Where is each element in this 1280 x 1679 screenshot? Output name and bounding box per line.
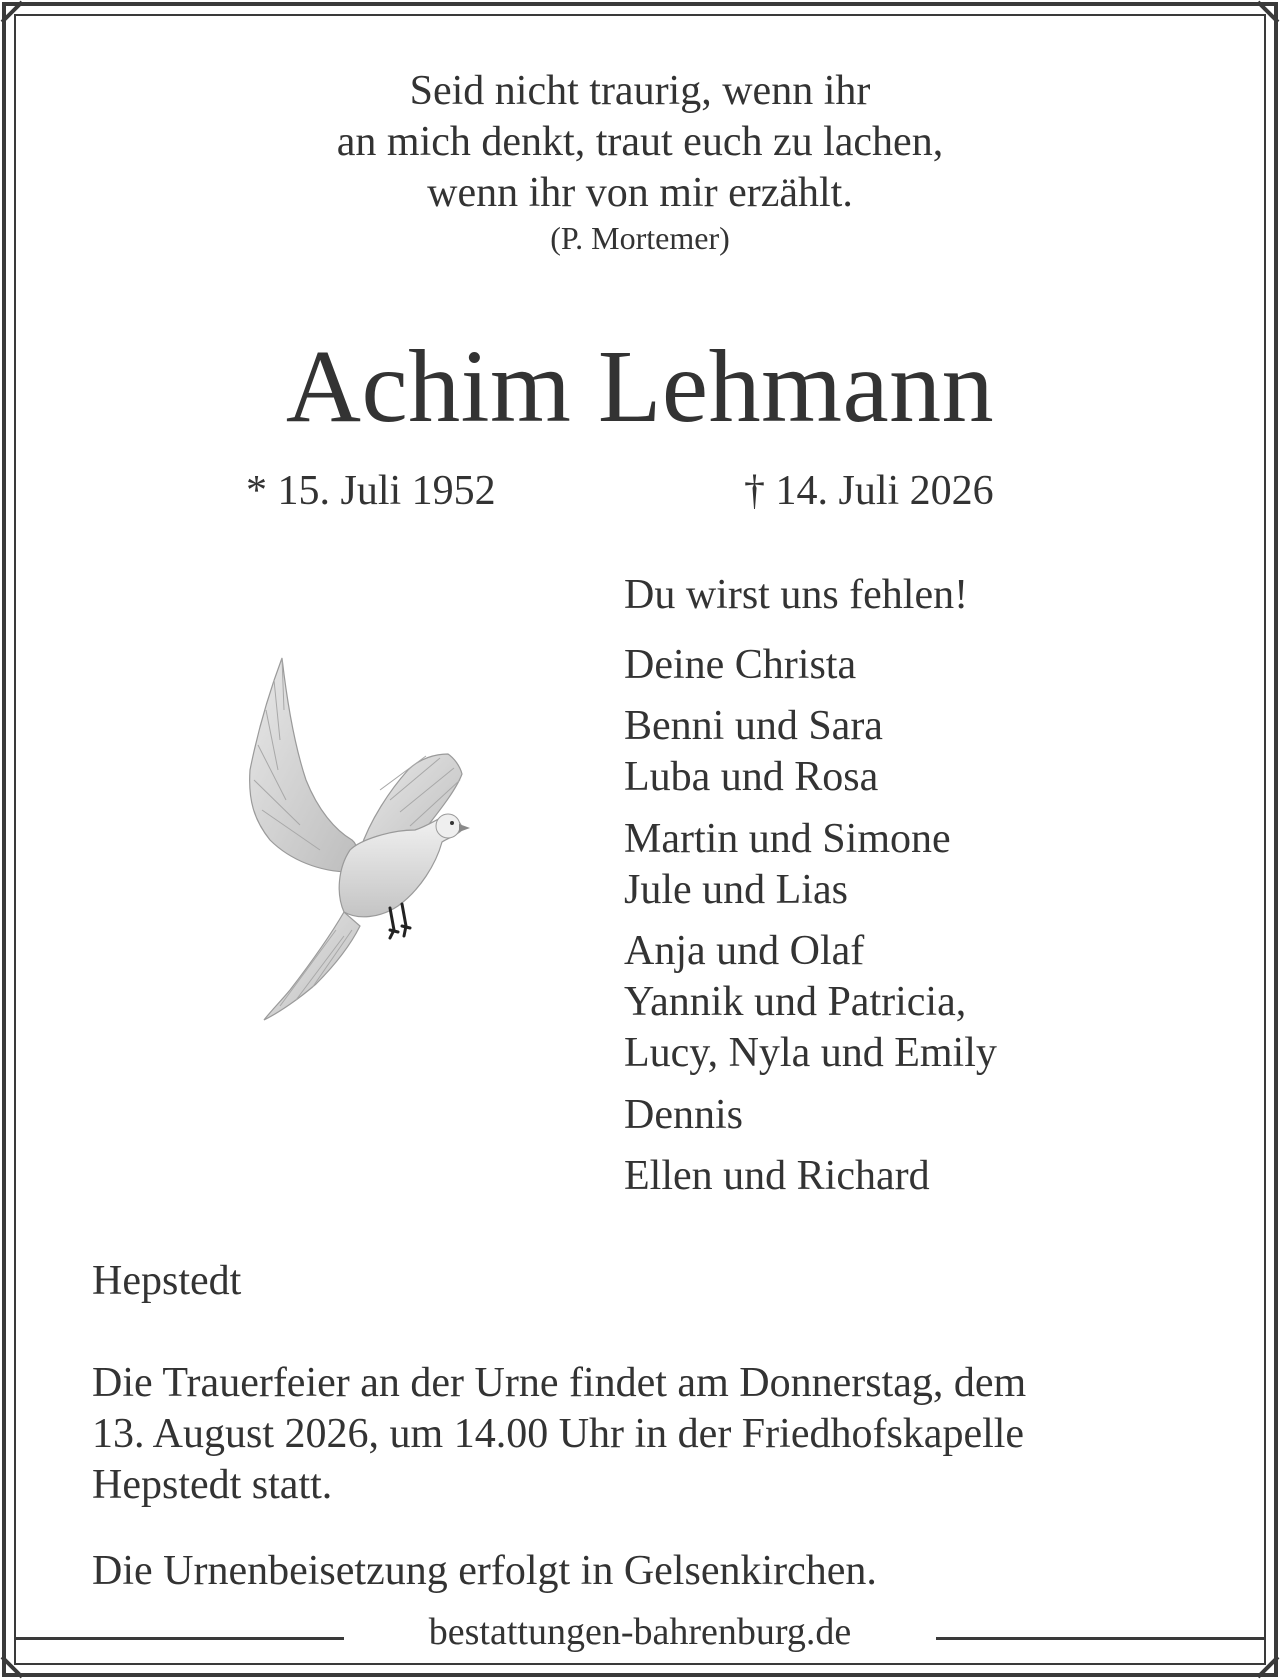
- mourner-line: Yannik und Patricia,: [624, 979, 967, 1025]
- ceremony-line: 13. August 2026, um 14.00 Uhr in der Friedhofskapelle: [92, 1411, 1025, 1457]
- mourner-line: Ellen und Richard: [624, 1153, 930, 1199]
- footer-website: bestattungen-bahrenburg.de: [428, 1611, 852, 1653]
- deceased-name: Achim Lehmann: [285, 329, 995, 444]
- burial-note: Die Urnenbeisetzung erfolgt in Gelsenkirchen.: [92, 1548, 877, 1594]
- mourner-line: Deine Christa: [624, 642, 857, 688]
- quote-line: wenn ihr von mir erzählt.: [427, 170, 853, 216]
- mourner-line: Lucy, Nyla und Emily: [624, 1030, 997, 1076]
- mourners-intro: Du wirst uns fehlen!: [624, 572, 969, 618]
- mourner-line: Dennis: [624, 1092, 743, 1138]
- quote-block: [0, 66, 1280, 257]
- mourner-line: Martin und Simone: [624, 816, 951, 862]
- quote-line: Seid nicht traurig, wenn ihr: [409, 68, 871, 114]
- ceremony-line: Hepstedt statt.: [92, 1462, 333, 1508]
- quote-line: an mich denkt, traut euch zu lachen,: [336, 119, 944, 165]
- dove-icon: [240, 650, 490, 1030]
- death-date: † 14. Juli 2026: [744, 468, 994, 514]
- birth-date: * 15. Juli 1952: [246, 468, 496, 514]
- mourner-line: Luba und Rosa: [624, 754, 879, 800]
- mourner-line: Jule und Lias: [624, 867, 848, 913]
- ceremony-line: Die Trauerfeier an der Urne findet am Donnerstag, dem: [92, 1360, 1027, 1406]
- quote-author: (P. Mortemer): [550, 220, 730, 256]
- location: Hepstedt: [92, 1258, 242, 1304]
- mourner-line: Anja und Olaf: [624, 928, 865, 974]
- mourner-line: Benni und Sara: [624, 703, 883, 749]
